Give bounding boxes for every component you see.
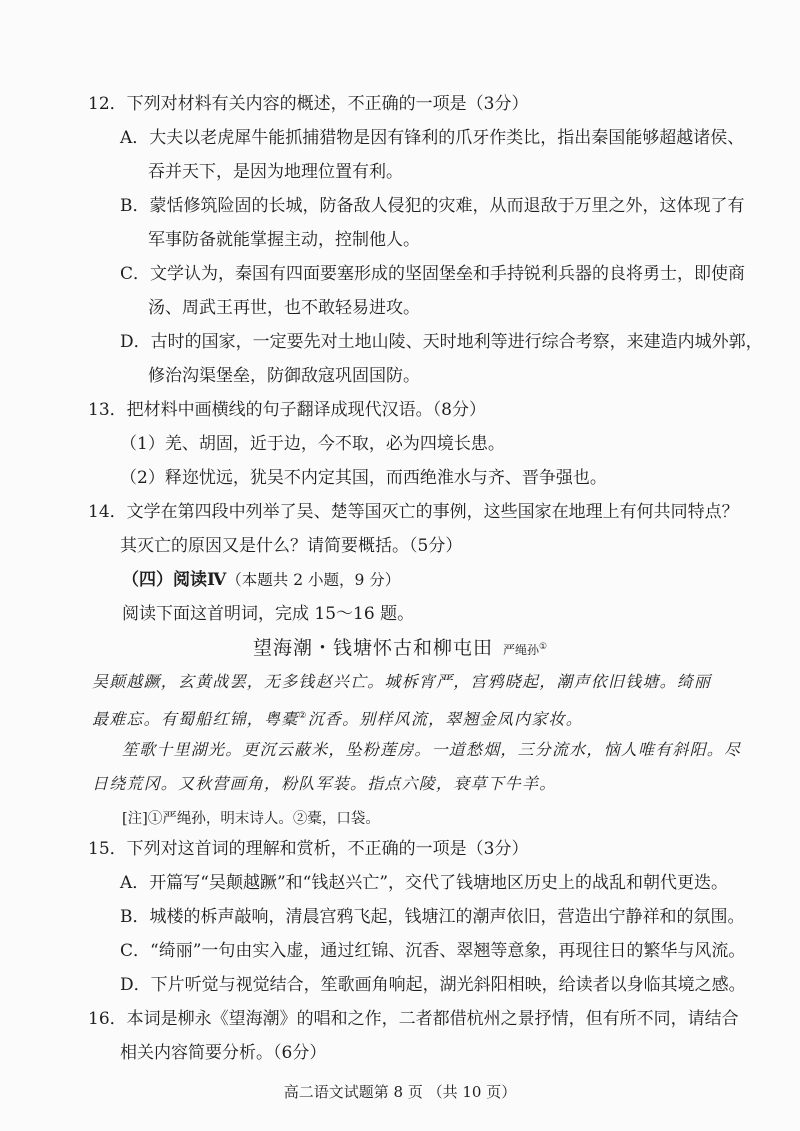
poem-footnote: [注]①严绳孙，明末诗人。②橐，口袋。: [122, 811, 380, 827]
q12-option-a-line1: A．大夫以老虎犀牛能抓捕猎物是因有锋利的爪牙作类比，指出秦国能够超越诸侯、: [120, 128, 745, 148]
poem-line-1: 吴颠越蹶，玄黄战罢，无多钱赵兴亡。城柝宵严，宫鸦晓起，潮声依旧钱塘。绮丽: [92, 672, 712, 691]
poem-line-2b: 沉香。别样风流，翠翘金凤内家妆。: [307, 709, 583, 729]
poem-line-3: 笙歌十里湖光。更沉云蔽米，坠粉莲房。一道愁烟，三分流水，恼人唯有斜阳。尽: [122, 740, 742, 759]
q16-line2: 相关内容简要分析。（6分）: [120, 1043, 327, 1063]
page-footer: 高二语文试题第 8 页 （共 10 页）: [283, 1083, 517, 1101]
poem-title: 望海潮・钱塘怀古和柳屯田: [252, 637, 493, 659]
section-title: （四）阅读Ⅳ: [122, 570, 227, 590]
q12-option-a-line2: 吞并天下，是因为地理位置有利。: [148, 162, 403, 182]
section-intro: 阅读下面这首明词，完成 15～16 题。: [122, 604, 415, 624]
q12-option-b-line1: B．蒙恬修筑险固的长城，防备敌人侵犯的灾难，从而退敌于万里之外，这体现了有: [120, 196, 745, 216]
q12-option-c-line1: C．文学认为，秦国有四面要塞形成的坚固堡垒和手持锐利兵器的良将勇士，即使商: [120, 264, 746, 284]
q13-sentence-1: （1）羌、胡固，近于边，今不取，必为四境长患。: [120, 434, 505, 454]
q15-option-a: A．开篇写“吴颠越蹶”和“钱赵兴亡”，交代了钱塘地区历史上的战乱和朝代更迭。: [120, 873, 729, 893]
q16-line1: 16．本词是柳永《望海潮》的唱和之作，二者都借杭州之景抒情，但有所不同，请结合: [88, 1009, 739, 1029]
q12-option-c-line2: 汤、周武王再世，也不敢轻易进攻。: [148, 298, 420, 318]
poem-line-2: [92, 705, 583, 730]
poem-author-note-mark: ①: [538, 642, 548, 652]
q14-line1: 14．文学在第四段中列举了吴、楚等国灭亡的事例，这些国家在地理上有何共同特点？: [88, 502, 739, 522]
poem-author-name: 严绳孙: [502, 643, 539, 657]
q15-option-c: C．“绮丽”一句由实入虚，通过红锦、沉香、翠翘等意象，再现往日的繁华与风流。: [120, 941, 746, 961]
poem-line-4: 日绕荒冈。又秋营画角，粉队军装。指点六陵，衰草下牛羊。: [92, 774, 557, 793]
poem-author: [503, 643, 547, 657]
poem-line-2a: 最难忘。有蜀船红锦，粤橐: [92, 709, 299, 729]
q13-sentence-2: （2）释迩忧远，犹吴不内定其国，而西绝淮水与齐、晋争强也。: [120, 468, 607, 488]
q13-stem: 13．把材料中画横线的句子翻译成现代汉语。（8分）: [88, 400, 486, 420]
poem-heading: [0, 636, 800, 661]
section-header: [122, 569, 400, 591]
q12-stem: 12．下列对材料有关内容的概述，不正确的一项是（3分）: [88, 94, 529, 114]
q12-option-d-line2: 修治沟渠堡垒，防御敌寇巩固国防。: [148, 366, 420, 386]
q12-option-b-line2: 军事防备就能掌握主动，控制他人。: [148, 230, 420, 250]
q15-stem: 15．下列对这首词的理解和赏析，不正确的一项是（3分）: [88, 839, 529, 859]
q15-option-d: D．下片听觉与视觉结合，笙歌画角响起，湖光斜阳相映，给读者以身临其境之感。: [120, 975, 746, 995]
q14-line2: 其灭亡的原因又是什么？请简要概括。（5分）: [120, 536, 463, 556]
q12-option-d-line1: D．古时的国家，一定要先对土地山陵、天时地利等进行综合考察，来建造内城外郭，: [120, 332, 763, 352]
q15-option-b: B．城楼的柝声敲响，清晨宫鸦飞起，钱塘江的潮声依旧，营造出宁静祥和的氛围。: [120, 907, 745, 927]
section-scope: （本题共 2 小题，9 分）: [226, 571, 401, 589]
poem-note-mark-2: ②: [298, 711, 308, 721]
